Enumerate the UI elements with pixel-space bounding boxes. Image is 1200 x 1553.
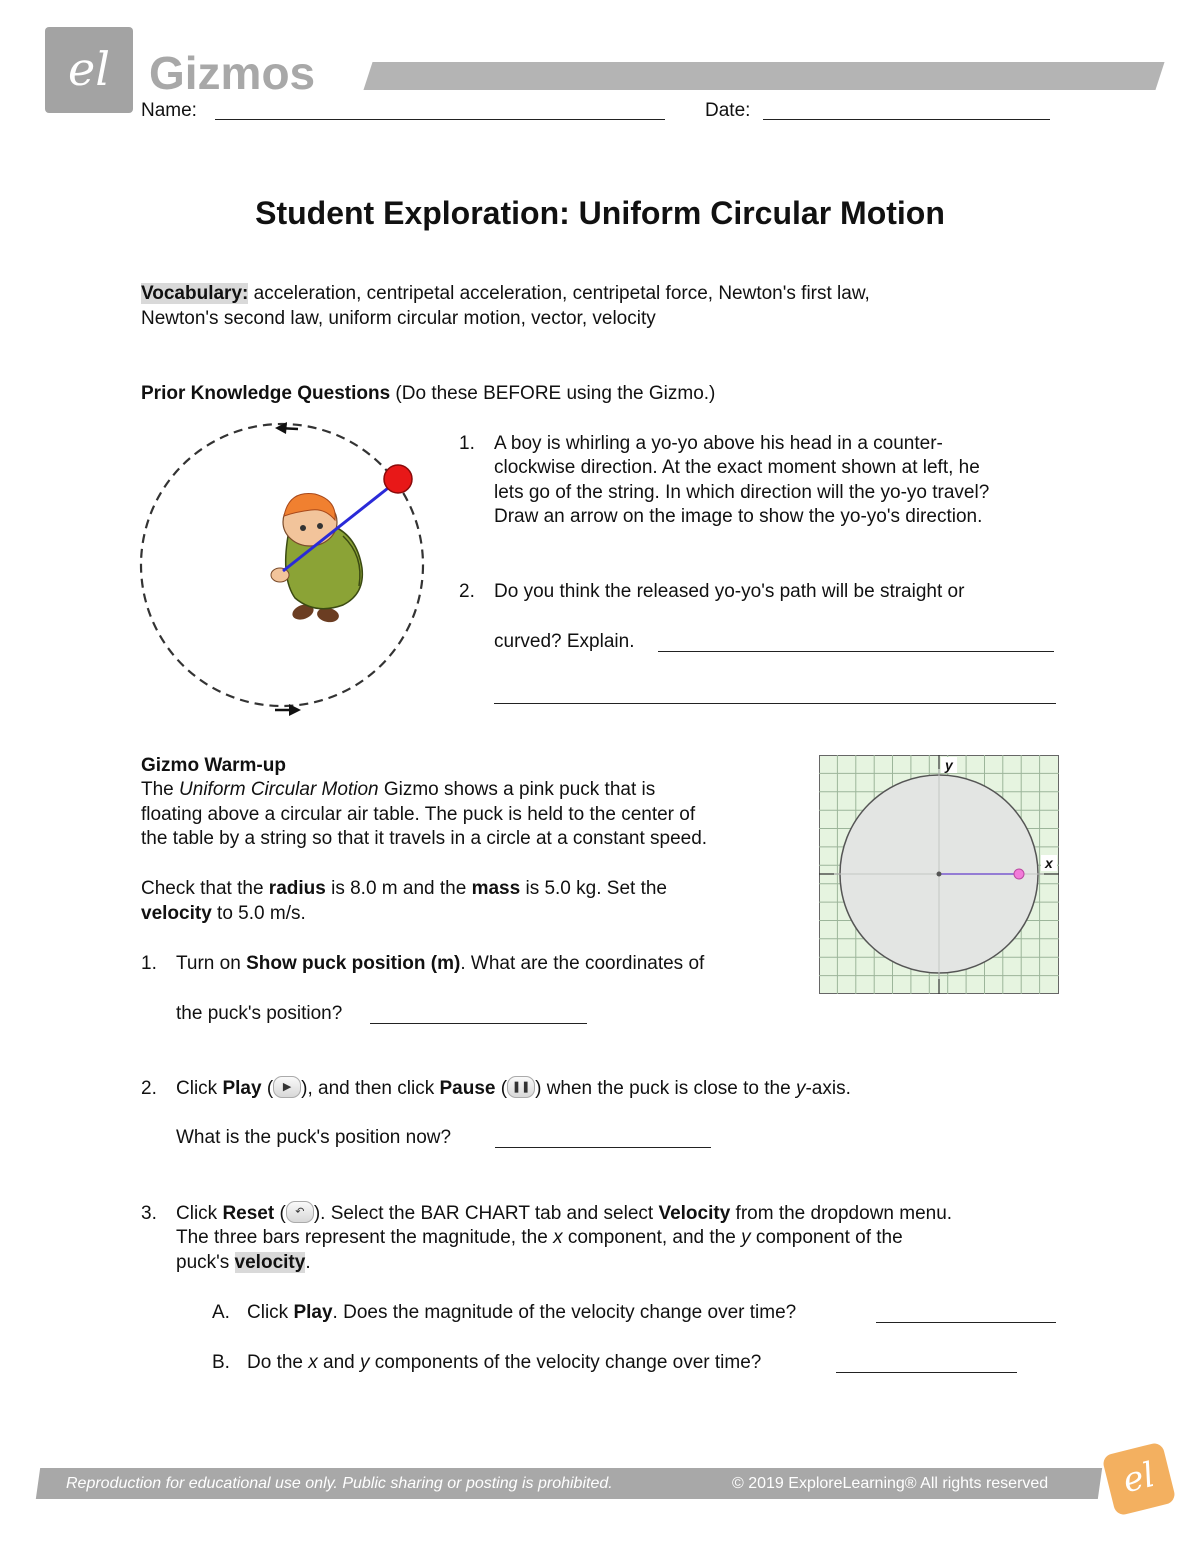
prior-q2-line-1: Do you think the released yo-yo's path will be straight or (494, 581, 965, 602)
warmup-p1-line-2: floating above a circular air table. The puck is held to the center of (141, 804, 696, 825)
logo-mark: el (68, 42, 110, 96)
warmup-q3b-text: Do the x and y components of the velocity change over time? (247, 1352, 762, 1373)
warmup-q3-number: 3. (141, 1203, 157, 1224)
warmup-q1-answer-field[interactable] (370, 1006, 587, 1024)
yoyo-diagram (135, 418, 440, 718)
warmup-p1-line-1: The Uniform Circular Motion Gizmo shows a pink puck that is (141, 779, 656, 800)
warmup-q2-line-2: What is the puck's position now? (176, 1127, 452, 1148)
prior-q2-answer-field-2[interactable] (494, 686, 1056, 704)
prior-q1-line-3: lets go of the string. In which direction will the yo-yo travel? (494, 482, 990, 503)
name-label: Name: (141, 100, 197, 121)
center-pin (937, 872, 942, 877)
warmup-q2-line-1: Click Play ( ▶ ), and then click Pause ( ❚❚ ) when the puck is close to the y-axis. (176, 1077, 851, 1101)
vocabulary-label: Vocabulary: (141, 283, 249, 304)
warmup-q3-line-2: The three bars represent the magnitude, the x component, and the y component of the (176, 1227, 903, 1248)
warmup-q3a-text: Click Play. Does the magnitude of the velocity change over time? (247, 1302, 797, 1323)
prior-q2-line-2: curved? Explain. (494, 631, 635, 652)
date-label: Date: (705, 100, 751, 121)
prior-q2-answer-field-1[interactable] (658, 634, 1054, 652)
footer-logo-mark: el (1118, 1454, 1159, 1502)
play-icon[interactable]: ▶ (273, 1076, 301, 1098)
date-field[interactable] (763, 102, 1050, 120)
footer-logo (1101, 1441, 1176, 1516)
warmup-q1-number: 1. (141, 953, 157, 974)
page-title: Student Exploration: Uniform Circular Motion (255, 195, 945, 231)
warmup-q3-line-3: puck's velocity. (176, 1252, 311, 1273)
graph-x-label: x (1045, 855, 1053, 871)
warmup-q3b-number: B. (212, 1352, 230, 1373)
warmup-q2-answer-field[interactable] (495, 1130, 711, 1148)
warmup-q3a-number: A. (212, 1302, 230, 1323)
warmup-p1-line-3: the table by a string so that it travels in a circle at a constant speed. (141, 828, 708, 849)
warmup-q3b-answer-field[interactable] (836, 1355, 1017, 1373)
graph-y-label: y (945, 757, 953, 773)
yoyo-ball (384, 465, 412, 493)
warmup-p2-line-1: Check that the radius is 8.0 m and the mass is 5.0 kg. Set the (141, 878, 667, 899)
vocabulary-line-2: Newton's second law, uniform circular motion, vector, velocity (141, 308, 656, 329)
prior-q1-line-4: Draw an arrow on the image to show the yo-yo's direction. (494, 506, 983, 527)
brand-name: Gizmos (149, 47, 316, 99)
boy-figure (271, 493, 362, 623)
warmup-p2-line-2: velocity to 5.0 m/s. (141, 903, 306, 924)
orbit-path (141, 424, 423, 706)
footer-copyright-notice: Reproduction for educational use only. Public sharing or posting is prohibited. (66, 1475, 613, 1492)
pause-icon[interactable]: ❚❚ (507, 1076, 535, 1098)
prior-q1-number: 1. (459, 433, 475, 454)
header-bar (363, 62, 1164, 90)
prior-knowledge-heading: Prior Knowledge Questions (Do these BEFORE using the Gizmo.) (141, 383, 716, 404)
warmup-q1-line-1: Turn on Show puck position (m). What are the coordinates of (176, 953, 705, 974)
footer-rights: © 2019 ExploreLearning® All rights reserved (732, 1475, 1049, 1492)
name-field[interactable] (215, 102, 665, 120)
air-table-graph (819, 755, 1059, 994)
warmup-q2-number: 2. (141, 1078, 157, 1099)
warmup-q3a-answer-field[interactable] (876, 1305, 1056, 1323)
warmup-q1-line-2: the puck's position? (176, 1003, 343, 1024)
pink-puck (1014, 869, 1024, 879)
warmup-q3-line-1: Click Reset ( ↶ ). Select the BAR CHART tab and select Velocity from the dropdown menu. (176, 1202, 952, 1226)
prior-q1-line-2: clockwise direction. At the exact moment shown at left, he (494, 457, 980, 478)
vocabulary-line-1: Vocabulary: acceleration, centripetal acceleration, centripetal force, Newton's first law, (141, 283, 870, 304)
warmup-heading: Gizmo Warm-up (141, 755, 286, 776)
prior-q1-line-1: A boy is whirling a yo-yo above his head in a counter- (494, 433, 943, 454)
prior-q2-number: 2. (459, 581, 475, 602)
reset-icon[interactable]: ↶ (286, 1201, 314, 1223)
gizmos-logo-box (45, 27, 133, 113)
